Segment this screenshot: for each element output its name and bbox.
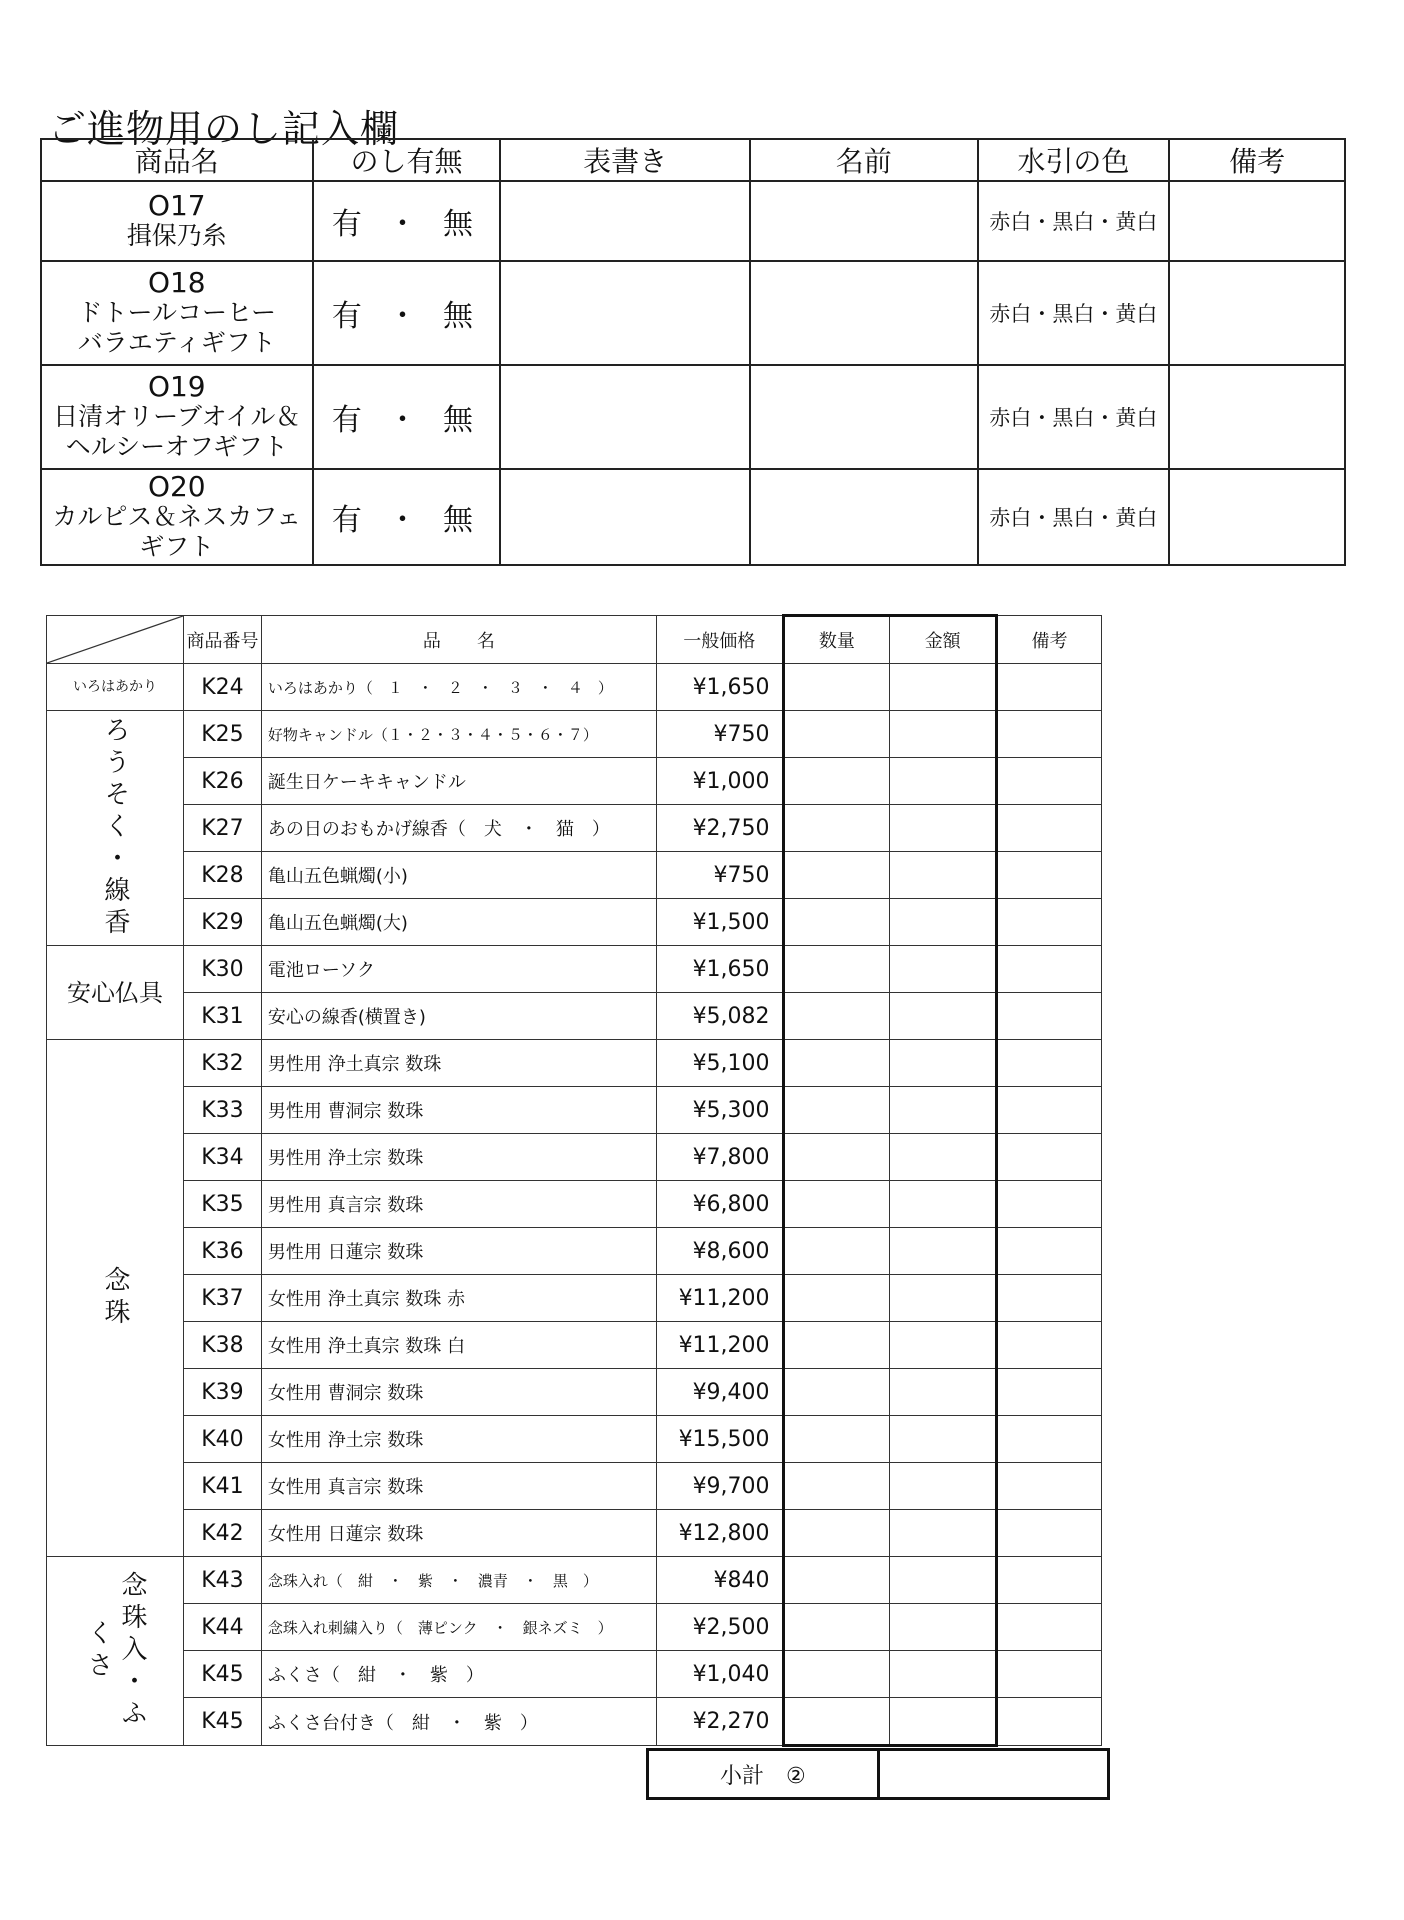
noshi-product-cell	[41, 261, 313, 365]
subtotal-table	[646, 1748, 1110, 1800]
qty-field[interactable]	[783, 1134, 890, 1181]
item-code: K40	[184, 1416, 262, 1463]
qty-field[interactable]	[783, 758, 890, 805]
qty-field[interactable]	[783, 1416, 890, 1463]
noshi-name-field[interactable]	[750, 181, 978, 261]
noshi-row	[41, 365, 1345, 469]
amount-field[interactable]	[890, 1416, 997, 1463]
note-field[interactable]	[997, 1557, 1102, 1604]
item-name: 女性用 浄土真宗 数珠 赤	[261, 1275, 656, 1322]
item-price: ¥5,300	[656, 1087, 783, 1134]
amount-field[interactable]	[890, 1557, 997, 1604]
item-price: ¥9,400	[656, 1369, 783, 1416]
item-price: ¥2,500	[656, 1604, 783, 1651]
category-label-text: 安心仏具	[67, 978, 163, 1007]
category-label-text: ろうそく・線香	[100, 716, 130, 940]
noshi-product-code: O20	[147, 470, 206, 503]
item-name: あの日のおもかげ線香（ 犬 ・ 猫 ）	[261, 805, 656, 852]
table-row	[47, 1181, 1102, 1228]
item-price: ¥2,750	[656, 805, 783, 852]
amount-field[interactable]	[890, 711, 997, 758]
note-field[interactable]	[997, 805, 1102, 852]
noshi-umu-select[interactable]: 有 ・ 無	[313, 469, 501, 565]
amount-field[interactable]	[890, 1322, 997, 1369]
item-code: K45	[184, 1651, 262, 1698]
table-row	[47, 1228, 1102, 1275]
item-name: 念珠入れ（ 紺 ・ 紫 ・ 濃青 ・ 黒 ）	[261, 1557, 656, 1604]
table-row	[47, 1651, 1102, 1698]
table-row	[47, 711, 1102, 758]
amount-field[interactable]	[890, 1510, 997, 1557]
item-price: ¥1,040	[656, 1651, 783, 1698]
qty-field[interactable]	[783, 993, 890, 1040]
header-code: 商品番号	[184, 616, 262, 664]
table-row	[47, 1134, 1102, 1181]
item-code: K24	[184, 664, 262, 711]
note-field[interactable]	[997, 899, 1102, 946]
note-field[interactable]	[997, 1040, 1102, 1087]
amount-field[interactable]	[890, 1134, 997, 1181]
note-field[interactable]	[997, 946, 1102, 993]
noshi-mizuhiki-select[interactable]: 赤白・黒白・黄白	[978, 365, 1170, 469]
amount-field[interactable]	[890, 1369, 997, 1416]
table-row	[47, 1040, 1102, 1087]
qty-field[interactable]	[783, 1557, 890, 1604]
item-name: ふくさ台付き（ 紺 ・ 紫 ）	[261, 1698, 656, 1746]
qty-field[interactable]	[783, 1181, 890, 1228]
qty-field[interactable]	[783, 1087, 890, 1134]
amount-field[interactable]	[890, 1604, 997, 1651]
item-code: K43	[184, 1557, 262, 1604]
item-name: ふくさ（ 紺 ・ 紫 ）	[261, 1651, 656, 1698]
item-code: K41	[184, 1463, 262, 1510]
noshi-table	[40, 138, 1346, 566]
item-code: K42	[184, 1510, 262, 1557]
noshi-umu-select[interactable]: 有 ・ 無	[313, 181, 501, 261]
note-field[interactable]	[997, 1228, 1102, 1275]
noshi-product-code: O17	[147, 189, 206, 222]
noshi-umu-select[interactable]: 有 ・ 無	[313, 365, 501, 469]
amount-field[interactable]	[890, 852, 997, 899]
page-title: ご進物用のし記入欄	[48, 107, 400, 151]
item-name: 亀山五色蝋燭(小)	[261, 852, 656, 899]
table-row	[47, 664, 1102, 711]
item-price: ¥5,082	[656, 993, 783, 1040]
amount-field[interactable]	[890, 1181, 997, 1228]
item-price: ¥8,600	[656, 1228, 783, 1275]
amount-field[interactable]	[890, 993, 997, 1040]
qty-field[interactable]	[783, 1510, 890, 1557]
item-name: 安心の線香(横置き)	[261, 993, 656, 1040]
qty-field[interactable]	[783, 1651, 890, 1698]
noshi-product-code: O19	[147, 370, 206, 403]
noshi-row	[41, 181, 1345, 261]
noshi-mizuhiki-select[interactable]: 赤白・黒白・黄白	[978, 181, 1170, 261]
item-name: 男性用 浄土宗 数珠	[261, 1134, 656, 1181]
amount-field[interactable]	[890, 758, 997, 805]
noshi-product-name: カルピス＆ネスカフェ ギフト	[52, 502, 302, 561]
noshi-row	[41, 261, 1345, 365]
noshi-note-field[interactable]	[1169, 469, 1345, 565]
qty-field[interactable]	[783, 1463, 890, 1510]
amount-field[interactable]	[890, 1698, 997, 1746]
table-row	[47, 993, 1102, 1040]
item-name: 女性用 日蓮宗 数珠	[261, 1510, 656, 1557]
noshi-header-mizuhiki: 水引の色	[978, 139, 1170, 181]
item-code: K36	[184, 1228, 262, 1275]
table-row	[47, 758, 1102, 805]
note-field[interactable]	[997, 664, 1102, 711]
category-label	[47, 664, 184, 711]
item-name: 電池ローソク	[261, 946, 656, 993]
item-code: K34	[184, 1134, 262, 1181]
note-field[interactable]	[997, 1604, 1102, 1651]
category-label-text: いろはあかり	[73, 679, 157, 695]
qty-field[interactable]	[783, 1322, 890, 1369]
note-field[interactable]	[997, 711, 1102, 758]
item-code: K35	[184, 1181, 262, 1228]
amount-field[interactable]	[890, 805, 997, 852]
item-name: 女性用 浄土真宗 数珠 白	[261, 1322, 656, 1369]
table-row	[47, 1604, 1102, 1651]
table-row	[47, 1322, 1102, 1369]
table-row	[47, 805, 1102, 852]
note-field[interactable]	[997, 1322, 1102, 1369]
item-code: K38	[184, 1322, 262, 1369]
header-note: 備考	[997, 616, 1102, 664]
item-name: いろはあかり（ １ ・ ２ ・ ３ ・ ４ ）	[261, 664, 656, 711]
table-row	[47, 1463, 1102, 1510]
item-name: 男性用 真言宗 数珠	[261, 1181, 656, 1228]
item-price: ¥1,000	[656, 758, 783, 805]
item-name: 男性用 浄土真宗 数珠	[261, 1040, 656, 1087]
amount-field[interactable]	[890, 1463, 997, 1510]
noshi-product-name: 揖保乃糸	[126, 221, 227, 250]
item-code: K28	[184, 852, 262, 899]
table-row	[47, 852, 1102, 899]
item-code: K45	[184, 1698, 262, 1746]
item-name: 男性用 曹洞宗 数珠	[261, 1087, 656, 1134]
noshi-omotegaki-field[interactable]	[500, 365, 750, 469]
item-price: ¥12,800	[656, 1510, 783, 1557]
item-code: K26	[184, 758, 262, 805]
noshi-product-cell	[41, 469, 313, 565]
noshi-header-umu: のし有無	[313, 139, 501, 181]
item-code: K31	[184, 993, 262, 1040]
item-price: ¥1,650	[656, 946, 783, 993]
noshi-header-note: 備考	[1169, 139, 1345, 181]
category-label	[47, 1040, 184, 1557]
item-code: K44	[184, 1604, 262, 1651]
item-price: ¥750	[656, 852, 783, 899]
category-label	[47, 1557, 184, 1746]
noshi-name-field[interactable]	[750, 261, 978, 365]
item-price: ¥1,650	[656, 664, 783, 711]
note-field[interactable]	[997, 852, 1102, 899]
noshi-mizuhiki-select[interactable]: 赤白・黒白・黄白	[978, 469, 1170, 565]
item-price: ¥6,800	[656, 1181, 783, 1228]
item-code: K25	[184, 711, 262, 758]
item-name: 女性用 浄土宗 数珠	[261, 1416, 656, 1463]
table-row	[47, 1275, 1102, 1322]
noshi-omotegaki-field[interactable]	[500, 181, 750, 261]
amount-field[interactable]	[890, 1087, 997, 1134]
category-label	[47, 946, 184, 1040]
item-code: K32	[184, 1040, 262, 1087]
item-name: 念珠入れ刺繍入り（ 薄ピンク ・ 銀ネズミ ）	[261, 1604, 656, 1651]
note-field[interactable]	[997, 1134, 1102, 1181]
item-code: K30	[184, 946, 262, 993]
item-name: 誕生日ケーキキャンドル	[261, 758, 656, 805]
item-price: ¥1,500	[656, 899, 783, 946]
qty-field[interactable]	[783, 899, 890, 946]
amount-field[interactable]	[890, 1040, 997, 1087]
category-label-text: 念珠入・ふくさ	[83, 1571, 147, 1731]
subtotal-value-field[interactable]	[878, 1750, 1108, 1799]
note-field[interactable]	[997, 1087, 1102, 1134]
note-field[interactable]	[997, 1463, 1102, 1510]
amount-field[interactable]	[890, 946, 997, 993]
amount-field[interactable]	[890, 664, 997, 711]
qty-field[interactable]	[783, 1698, 890, 1746]
noshi-row	[41, 469, 1345, 565]
note-field[interactable]	[997, 1510, 1102, 1557]
header-name: 品 名	[261, 616, 656, 664]
table-row	[47, 1369, 1102, 1416]
qty-field[interactable]	[783, 1604, 890, 1651]
item-price: ¥11,200	[656, 1322, 783, 1369]
noshi-header-name: 名前	[750, 139, 978, 181]
noshi-omotegaki-field[interactable]	[500, 469, 750, 565]
noshi-product-name: ドトールコーヒー バラエティギフト	[77, 298, 277, 357]
qty-field[interactable]	[783, 1369, 890, 1416]
item-name: 女性用 真言宗 数珠	[261, 1463, 656, 1510]
noshi-mizuhiki-select[interactable]: 赤白・黒白・黄白	[978, 261, 1170, 365]
noshi-product-cell	[41, 181, 313, 261]
note-field[interactable]	[997, 993, 1102, 1040]
note-field[interactable]	[997, 1416, 1102, 1463]
noshi-note-field[interactable]	[1169, 181, 1345, 261]
note-field[interactable]	[997, 1651, 1102, 1698]
qty-field[interactable]	[783, 805, 890, 852]
item-code: K29	[184, 899, 262, 946]
table-row	[47, 1416, 1102, 1463]
product-order-table	[46, 614, 1102, 1747]
note-field[interactable]	[997, 1369, 1102, 1416]
noshi-header-omotegaki: 表書き	[500, 139, 750, 181]
noshi-note-field[interactable]	[1169, 365, 1345, 469]
noshi-name-field[interactable]	[750, 365, 978, 469]
note-field[interactable]	[997, 1181, 1102, 1228]
item-price: ¥750	[656, 711, 783, 758]
table-row	[47, 1087, 1102, 1134]
item-code: K37	[184, 1275, 262, 1322]
item-price: ¥9,700	[656, 1463, 783, 1510]
qty-field[interactable]	[783, 664, 890, 711]
header-amount: 金額	[890, 616, 997, 664]
qty-field[interactable]	[783, 1275, 890, 1322]
note-field[interactable]	[997, 1698, 1102, 1746]
header-price: 一般価格	[656, 616, 783, 664]
qty-field[interactable]	[783, 711, 890, 758]
noshi-umu-select[interactable]: 有 ・ 無	[313, 261, 501, 365]
qty-field[interactable]	[783, 1228, 890, 1275]
qty-field[interactable]	[783, 946, 890, 993]
noshi-header-product: 商品名	[41, 139, 313, 181]
note-field[interactable]	[997, 758, 1102, 805]
noshi-name-field[interactable]	[750, 469, 978, 565]
noshi-product-cell	[41, 365, 313, 469]
item-code: K27	[184, 805, 262, 852]
category-label	[47, 711, 184, 946]
noshi-note-field[interactable]	[1169, 261, 1345, 365]
qty-field[interactable]	[783, 1040, 890, 1087]
item-name: 好物キャンドル（１・２・３・４・５・６・７）	[261, 711, 656, 758]
amount-field[interactable]	[890, 1275, 997, 1322]
item-price: ¥840	[656, 1557, 783, 1604]
table-row	[47, 946, 1102, 993]
qty-field[interactable]	[783, 852, 890, 899]
amount-field[interactable]	[890, 899, 997, 946]
subtotal-label: 小計 ②	[648, 1750, 879, 1799]
item-price: ¥5,100	[656, 1040, 783, 1087]
category-label-text: 念珠	[100, 1266, 130, 1330]
item-code: K39	[184, 1369, 262, 1416]
item-price: ¥15,500	[656, 1416, 783, 1463]
noshi-omotegaki-field[interactable]	[500, 261, 750, 365]
table-row	[47, 899, 1102, 946]
item-code: K33	[184, 1087, 262, 1134]
item-price: ¥7,800	[656, 1134, 783, 1181]
noshi-product-name: 日清オリーブオイル＆ ヘルシーオフギフト	[53, 402, 301, 461]
item-name: 亀山五色蝋燭(大)	[261, 899, 656, 946]
item-price: ¥2,270	[656, 1698, 783, 1746]
table-row	[47, 1557, 1102, 1604]
item-name: 女性用 曹洞宗 数珠	[261, 1369, 656, 1416]
header-qty: 数量	[783, 616, 890, 664]
noshi-product-code: O18	[147, 266, 206, 299]
table-row	[47, 1698, 1102, 1746]
item-name: 男性用 日蓮宗 数珠	[261, 1228, 656, 1275]
amount-field[interactable]	[890, 1228, 997, 1275]
note-field[interactable]	[997, 1275, 1102, 1322]
table-row	[47, 1510, 1102, 1557]
header-diagonal-cell	[47, 616, 184, 664]
amount-field[interactable]	[890, 1651, 997, 1698]
item-price: ¥11,200	[656, 1275, 783, 1322]
